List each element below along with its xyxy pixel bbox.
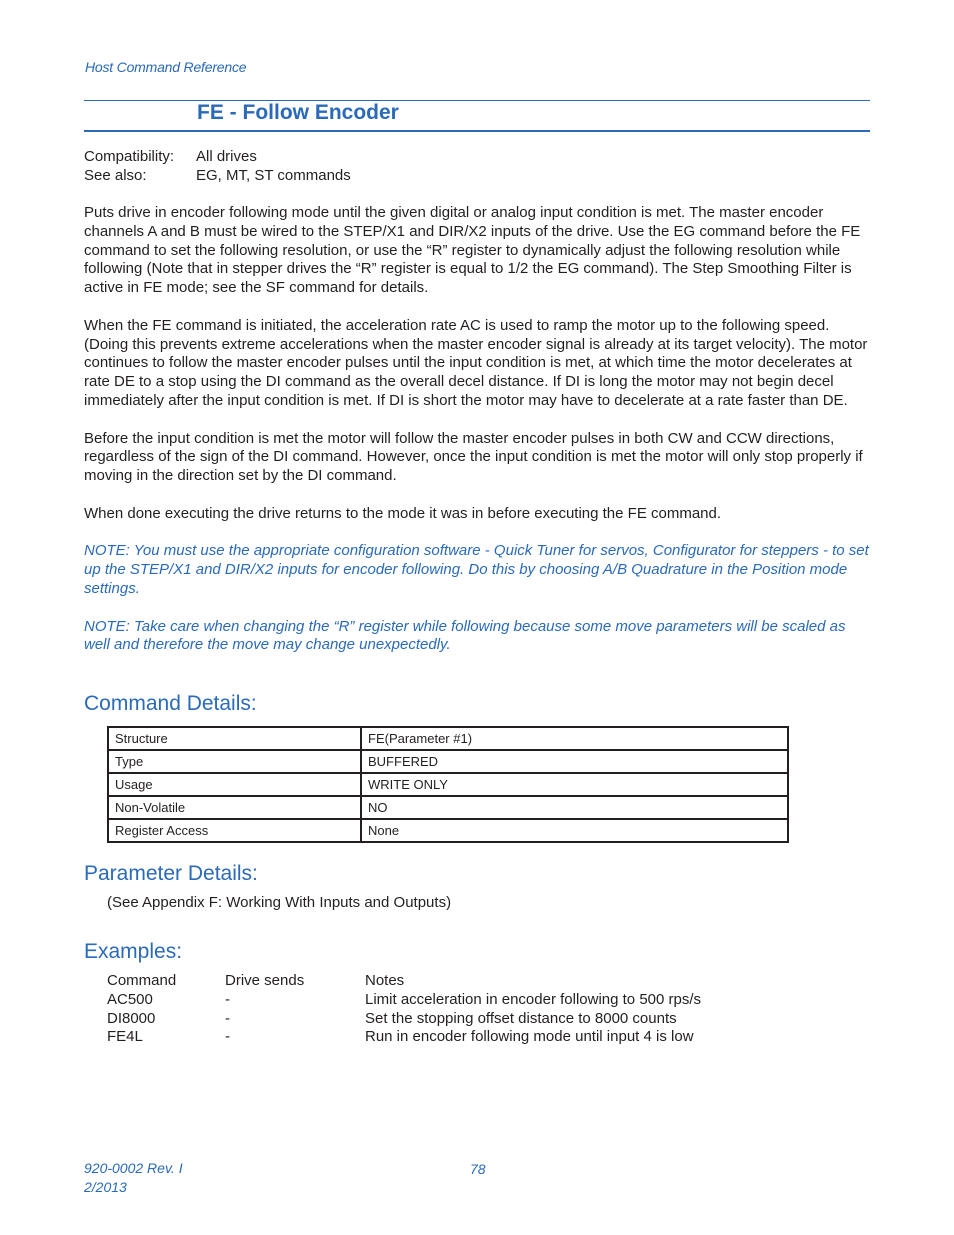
body-text xyxy=(84,204,870,674)
example-drive-sends: - xyxy=(225,1009,230,1027)
page-title: FE - Follow Encoder xyxy=(197,101,399,124)
example-row xyxy=(107,991,701,1010)
table-cell-key: Non-Volatile xyxy=(108,796,361,819)
example-command: DI8000 xyxy=(107,1009,156,1027)
column-header: Drive sends xyxy=(225,972,305,989)
meta-value: All drives xyxy=(196,148,257,165)
parameter-details-heading: Parameter Details: xyxy=(84,862,258,885)
table-cell-key: Structure xyxy=(108,727,361,750)
examples-heading: Examples: xyxy=(84,940,183,963)
table-cell-key: Type xyxy=(108,750,361,773)
table-row xyxy=(108,750,788,773)
table-cell-key: Register Access xyxy=(108,819,361,842)
example-drive-sends: - xyxy=(225,990,230,1008)
paragraph: When done executing the drive returns to the mode it was in before executing the FE command. xyxy=(84,504,722,522)
title-rule-bottom xyxy=(84,130,870,132)
running-header: Host Command Reference xyxy=(85,59,247,75)
footer-doc-number: 920-0002 Rev. I xyxy=(84,1160,183,1176)
examples-header-row xyxy=(107,972,701,991)
table-cell-value: WRITE ONLY xyxy=(361,773,788,796)
command-details-heading: Command Details: xyxy=(84,692,257,715)
meta-block xyxy=(84,148,351,185)
table-cell-key: Usage xyxy=(108,773,361,796)
command-details-table xyxy=(107,726,789,843)
table-row xyxy=(108,773,788,796)
examples-table xyxy=(107,972,701,1047)
paragraph: When the FE command is initiated, the acceleration rate AC is used to ramp the motor up to the following speed. (Doing this prevents extreme accelerations when the master encoder signal is already at its target velocity). The motor continues to follow the master encoder pulses until the input condition is met, at which time the motor decelerates at rate DE to a stop using the DI command as the overall decel distance. If DI is long the motor may not begin decel immediately after the input condition is met. If DI is short the motor may have to decelerate at a rate faster than DE. xyxy=(84,316,868,409)
parameter-details-text: (See Appendix F: Working With Inputs and Outputs) xyxy=(107,894,452,911)
table-row xyxy=(108,819,788,842)
meta-label: See also: xyxy=(84,166,147,184)
column-header: Notes xyxy=(365,972,405,989)
meta-value: EG, MT, ST commands xyxy=(196,166,351,184)
example-command: FE4L xyxy=(107,1028,143,1046)
note: NOTE: Take care when changing the “R” register while following because some move parameters will be scaled as well and therefore the move may change unexpectedly. xyxy=(84,617,846,654)
example-notes: Set the stopping offset distance to 8000 counts xyxy=(365,1009,677,1027)
meta-row-compatibility xyxy=(84,148,351,167)
example-notes: Limit acceleration in encoder following to 500 rps/s xyxy=(365,990,702,1008)
table-cell-value: BUFFERED xyxy=(361,750,788,773)
table-cell-value: NO xyxy=(361,796,788,819)
note: NOTE: You must use the appropriate configuration software - Quick Tuner for servos, Configurator for steppers - to set up the STEP/X1 and DIR/X2 inputs for encoder following. Do this by choosing A/B Quadrature in the Position mode settings. xyxy=(84,542,869,597)
page-number: 78 xyxy=(470,1161,486,1177)
paragraph: Before the input condition is met the motor will follow the master encoder pulses in both CW and CCW directions, regardless of the sign of the DI command. However, once the input condition is met the motor will only stop properly if moving in the direction set by the DI command. xyxy=(84,429,863,485)
example-command: AC500 xyxy=(107,990,153,1008)
table-row xyxy=(108,727,788,750)
footer-date: 2/2013 xyxy=(84,1179,127,1195)
example-row xyxy=(107,1028,701,1047)
example-row xyxy=(107,1010,701,1029)
column-header: Command xyxy=(107,972,177,989)
table-cell-value: None xyxy=(361,819,788,842)
paragraph: Puts drive in encoder following mode until the given digital or analog input condition is met. The master encoder channels A and B must be wired to the STEP/X1 and DIR/X2 inputs of the drive. Use the EG command before the FE command to set the following resolution, or use the “R” register to dynamically adjust the following resolution while following (Note that in stepper drives the “R” register is equal to 1/2 the EG command). The Step Smoothing Filter is active in FE mode; see the SF command for details. xyxy=(84,204,861,297)
example-notes: Run in encoder following mode until input 4 is low xyxy=(365,1028,694,1046)
meta-row-see-also xyxy=(84,167,351,186)
table-row xyxy=(108,796,788,819)
meta-label: Compatibility: xyxy=(84,148,175,165)
example-drive-sends: - xyxy=(225,1028,230,1046)
table-cell-value: FE(Parameter #1) xyxy=(361,727,788,750)
footer-doc-info xyxy=(84,1159,183,1197)
